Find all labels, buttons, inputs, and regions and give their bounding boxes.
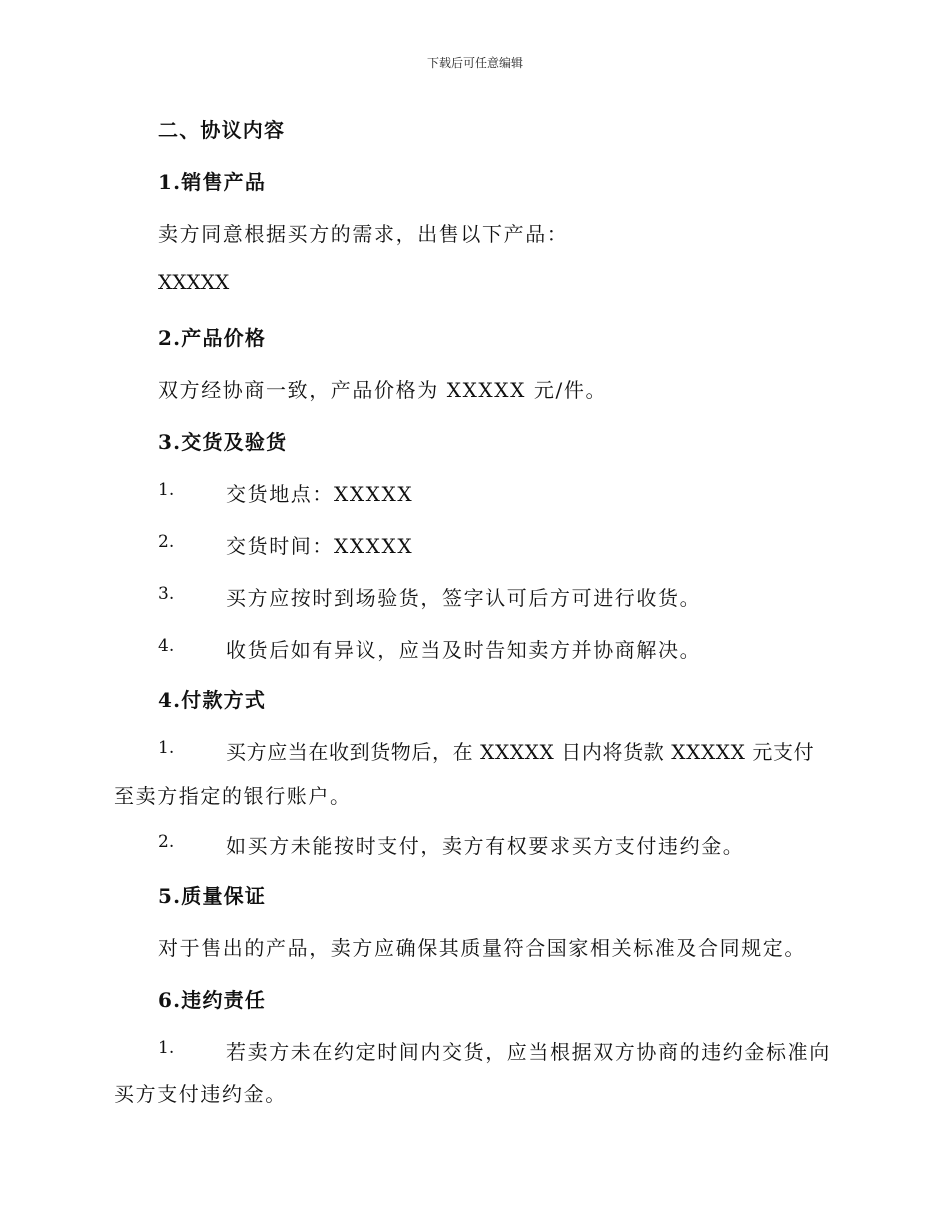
page-header-note: 下载后可任意编辑 <box>426 56 523 70</box>
section-3-item-1-text: 交货地点：XXXXX <box>226 482 414 506</box>
section-1-body: 卖方同意根据买方的需求，出售以下产品： <box>158 222 569 246</box>
section-1-title: 1.销售产品 <box>158 170 267 194</box>
section-3-item-2-number: 2. <box>158 532 175 552</box>
section-2-title: 2.产品价格 <box>158 326 267 350</box>
section-6-item-1-number: 1. <box>158 1038 175 1058</box>
section-5-body: 对于售出的产品，卖方应确保其质量符合国家相关标准及合同规定。 <box>158 936 806 960</box>
section-4-title: 4.付款方式 <box>158 688 267 712</box>
section-4-item-1-text: 买方应当在收到货物后，在 XXXXX 日内将货款 XXXXX 元支付 <box>226 740 815 764</box>
section-4-item-2-number: 2. <box>158 832 175 852</box>
section-5-title: 5.质量保证 <box>158 884 267 908</box>
section-6-item-1-continuation: 买方支付违约金。 <box>114 1082 287 1106</box>
section-3-item-1-number: 1. <box>158 480 175 500</box>
section-6-title: 6.违约责任 <box>158 988 267 1012</box>
section-6-item-1-text: 若卖方未在约定时间内交货，应当根据双方协商的违约金标准向 <box>226 1040 831 1064</box>
section-3-item-2-text: 交货时间：XXXXX <box>226 534 414 558</box>
section-3-title: 3.交货及验货 <box>158 430 288 454</box>
section-4-item-1-number: 1. <box>158 738 175 758</box>
section-4-item-2-text: 如买方未能按时支付，卖方有权要求买方支付违约金。 <box>226 834 745 858</box>
section-3-item-4-text: 收货后如有异议，应当及时告知卖方并协商解决。 <box>226 638 702 662</box>
agreement-section-title: 二、协议内容 <box>158 118 286 142</box>
section-3-item-3-number: 3. <box>158 584 175 604</box>
section-4-item-1-continuation: 至卖方指定的银行账户。 <box>114 784 352 808</box>
section-3-item-4-number: 4. <box>158 636 175 656</box>
section-1-product: XXXXX <box>158 270 230 294</box>
section-3-item-3-text: 买方应按时到场验货，签字认可后方可进行收货。 <box>226 586 702 610</box>
section-2-body: 双方经协商一致，产品价格为 XXXXX 元/件。 <box>158 378 608 402</box>
